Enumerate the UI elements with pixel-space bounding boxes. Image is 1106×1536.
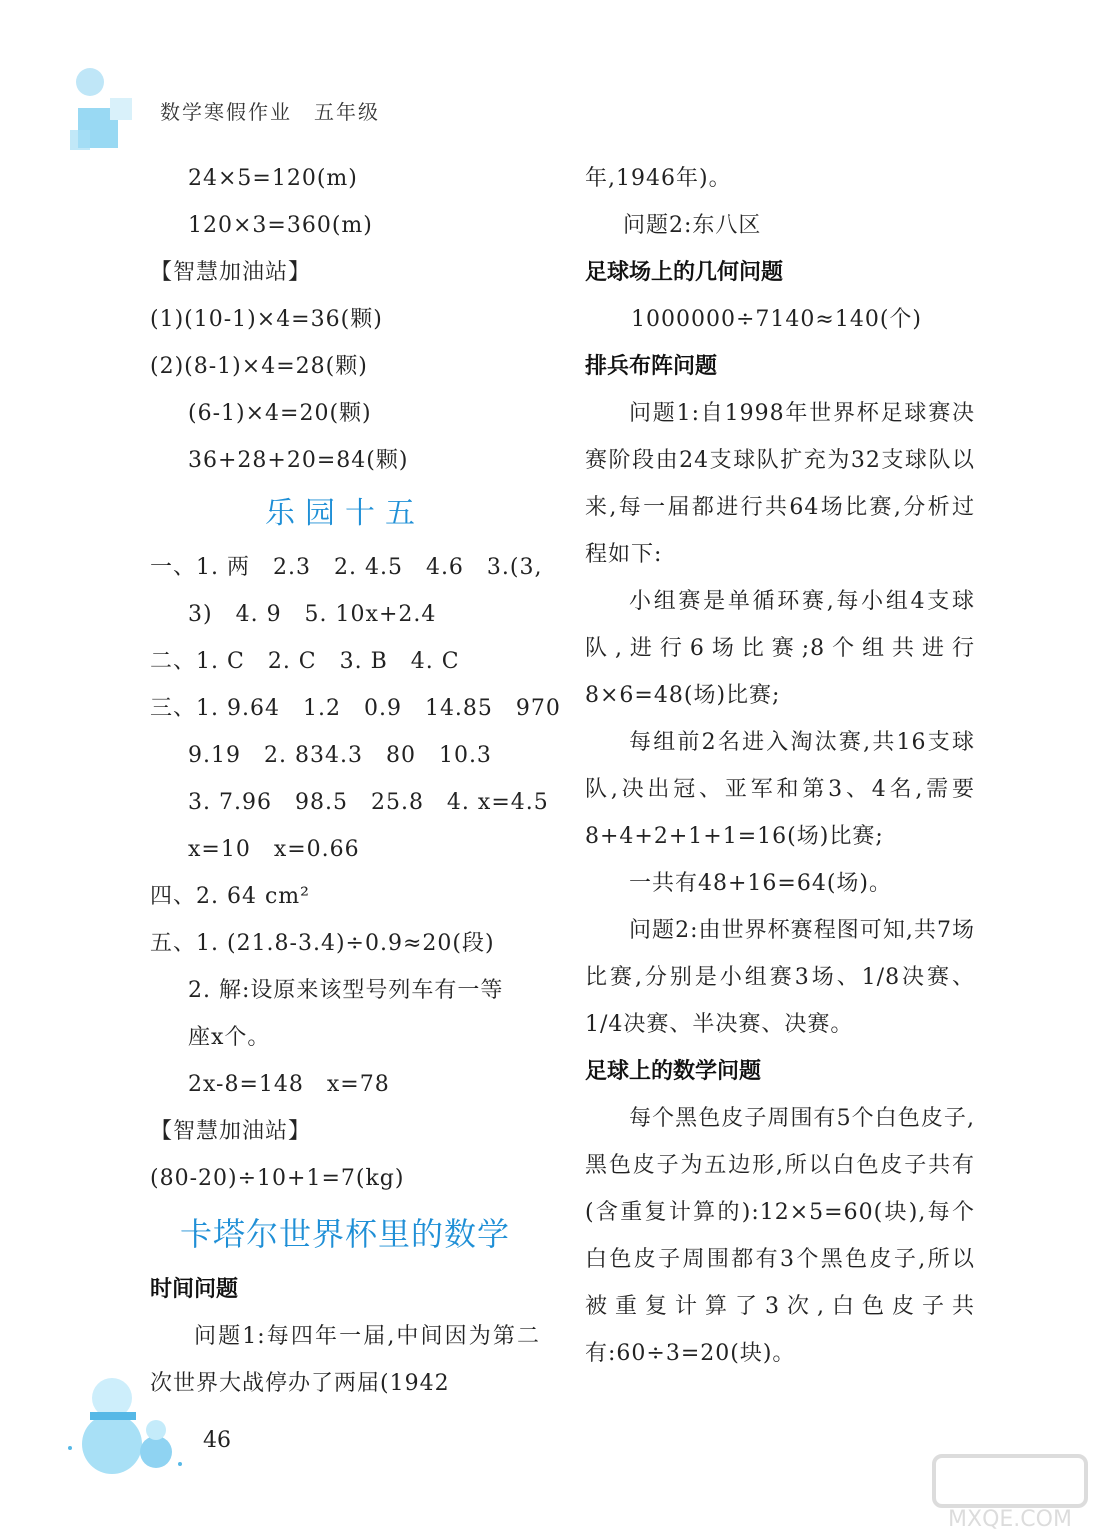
answer-line: 【智慧加油站】 bbox=[150, 260, 312, 285]
answer-line: 2. 解:设原来该型号列车有一等 bbox=[188, 978, 504, 1003]
page-number: 46 bbox=[203, 1428, 231, 1453]
section-title: 卡塔尔世界杯里的数学 bbox=[179, 1215, 510, 1253]
paragraph: 问题1:每四年一届,中间因为第二次世界大战停办了两届(1942 bbox=[150, 1324, 540, 1396]
answer-line: x=10 x=0.66 bbox=[188, 837, 360, 862]
answer-line: 24×5=120(m) bbox=[188, 166, 358, 191]
snowflake-decoration-icon bbox=[60, 60, 150, 160]
section-title: 乐园十五 bbox=[265, 496, 425, 531]
answer-line: 3) 4. 9 5. 10x+2.4 bbox=[188, 602, 437, 627]
paragraph: 每个黑色皮子周围有5个白色皮子,黑色皮子为五边形,所以白色皮子共有(含重复计算的):12×5=60(块),每个白色皮子周围都有3个黑色皮子,所以被重复计算了3次,白色皮子共有:60÷3=20(块)。 bbox=[585, 1106, 975, 1366]
section-heading: 足球上的数学问题 bbox=[585, 1059, 762, 1084]
paragraph: 每组前2名进入淘汰赛,共16支球队,决出冠、亚军和第3、4名,需要8+4+2+1+1=16(场)比赛; bbox=[585, 730, 975, 849]
answer-line: 9.19 2. 834.3 80 10.3 bbox=[188, 743, 492, 768]
snowman-decoration-icon bbox=[60, 1368, 190, 1478]
answer-line: 120×3=360(m) bbox=[188, 213, 373, 238]
paragraph: 问题1:自1998年世界杯足球赛决赛阶段由24支球队扩充为32支球队以来,每一届都进行共64场比赛,分析过程如下: bbox=[585, 401, 975, 567]
answer-line: 年,1946年)。 bbox=[585, 166, 732, 191]
answer-line: 五、1. (21.8-3.4)÷0.9≈20(段) bbox=[150, 931, 495, 956]
answer-line: 四、2. 64 cm² bbox=[150, 884, 310, 909]
svg-text:MXQE.COM: MXQE.COM bbox=[948, 1507, 1072, 1532]
answer-line: (2)(8-1)×4=28(颗) bbox=[150, 354, 368, 379]
answer-line: 三、1. 9.64 1.2 0.9 14.85 970 bbox=[150, 696, 561, 721]
section-heading: 足球场上的几何问题 bbox=[585, 260, 784, 285]
answer-line: (1)(10-1)×4=36(颗) bbox=[150, 307, 383, 332]
answer-line: 一、1. 两 2.3 2. 4.5 4.6 3.(3, bbox=[150, 555, 543, 580]
paragraph: 问题2:由世界杯赛程图可知,共7场比赛,分别是小组赛3场、1/8决赛、1/4决赛、半决赛、决赛。 bbox=[585, 918, 975, 1037]
answer-line: 2x-8=148 x=78 bbox=[188, 1072, 390, 1097]
left-column bbox=[150, 155, 561, 1407]
answer-line: 座x个。 bbox=[188, 1025, 271, 1050]
answer-line: 3. 7.96 98.5 25.8 4. x=4.5 bbox=[188, 790, 549, 815]
page-header-title: 数学寒假作业 五年级 bbox=[160, 100, 380, 124]
paragraph: 一共有48+16=64(场)。 bbox=[629, 871, 893, 896]
answer-line: (80-20)÷10+1=7(kg) bbox=[150, 1166, 405, 1191]
answer-line: 【智慧加油站】 bbox=[150, 1119, 312, 1144]
paragraph: 小组赛是单循环赛,每小组4支球队,进行6场比赛;8个组共进行8×6=48(场)比赛; bbox=[585, 589, 975, 708]
section-heading: 排兵布阵问题 bbox=[585, 354, 718, 379]
watermark-logo-icon bbox=[930, 1452, 1090, 1532]
answer-line: 36+28+20=84(颗) bbox=[188, 448, 409, 473]
answer-line: 二、1. C 2. C 3. B 4. C bbox=[150, 649, 460, 674]
section-heading: 时间问题 bbox=[150, 1277, 239, 1302]
answer-line: (6-1)×4=20(颗) bbox=[188, 401, 372, 426]
answer-line: 问题2:东八区 bbox=[623, 213, 762, 238]
right-column bbox=[585, 155, 975, 1377]
answer-line: 1000000÷7140≈140(个) bbox=[631, 307, 922, 332]
